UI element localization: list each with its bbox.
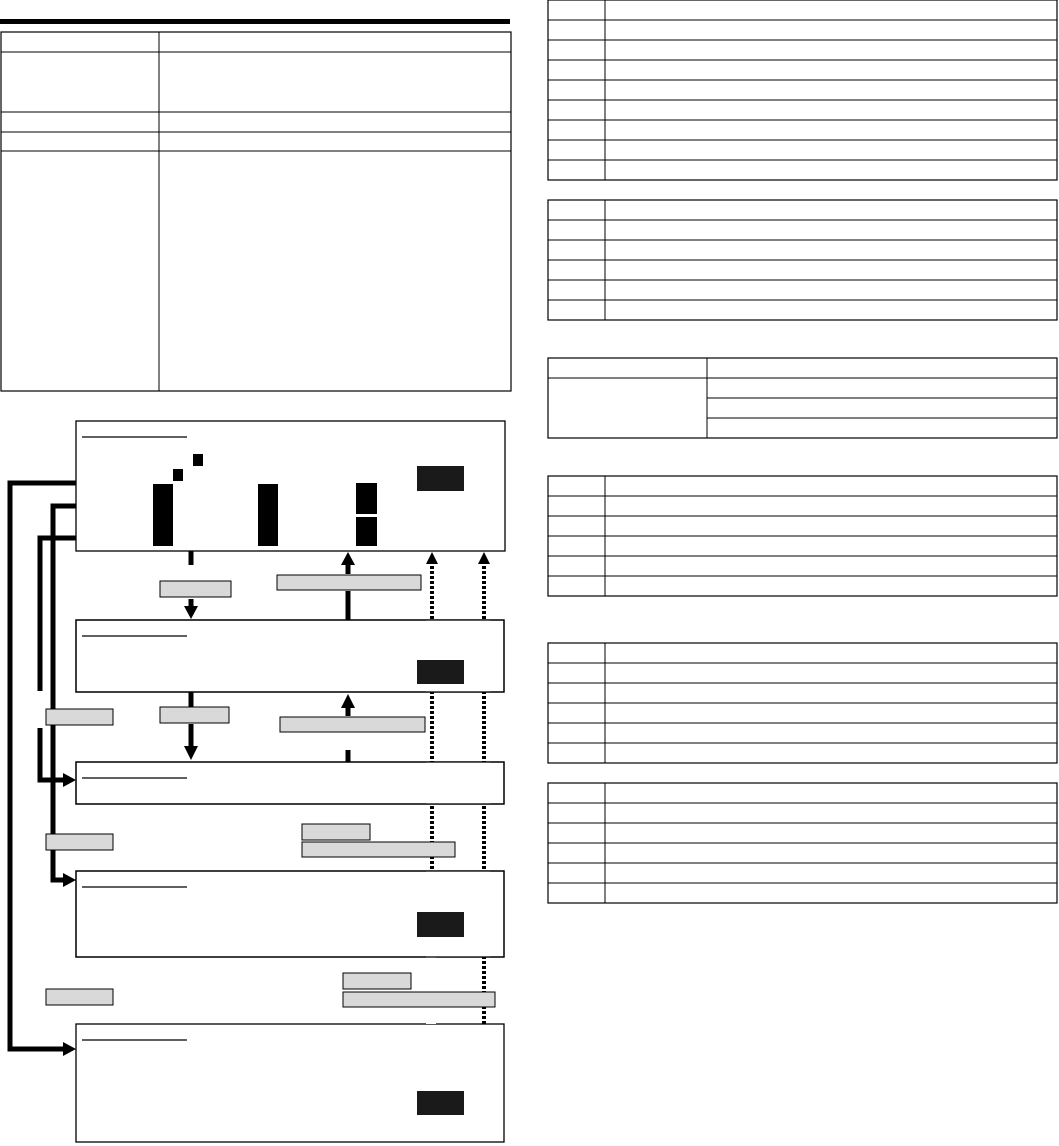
- flow-label: [46, 834, 113, 850]
- connector-line: [53, 506, 76, 880]
- flow-label: [343, 992, 495, 1007]
- spec-table-border: [1, 32, 511, 391]
- level-bar: [153, 484, 173, 546]
- arrow-up-head: [341, 552, 355, 565]
- arrow-up-head: [426, 552, 438, 564]
- screen-box-5: [76, 1024, 504, 1142]
- level-bar: [173, 469, 183, 481]
- flow-label: [302, 842, 455, 857]
- spec-table: [1, 32, 511, 391]
- arrow-up-head: [478, 552, 490, 564]
- arrow-right-head: [63, 773, 76, 787]
- flow-label: [343, 973, 411, 989]
- spec-table-right: [548, 200, 1057, 320]
- flow-label: [46, 709, 113, 725]
- spec-table-right: [548, 0, 1057, 180]
- level-bar: [356, 483, 377, 514]
- spec-table-right: [548, 783, 1057, 903]
- spec-table-right: [548, 476, 1057, 596]
- header-rule: [0, 19, 510, 24]
- level-bar: [193, 454, 203, 466]
- arrow-right-head: [63, 1042, 76, 1056]
- flow-label: [277, 575, 421, 590]
- connector-line: [10, 483, 76, 1049]
- level-bar: [258, 484, 278, 546]
- spec-table-right: [548, 358, 1057, 438]
- arrow-down-head: [184, 606, 198, 619]
- screen-button[interactable]: [417, 466, 464, 491]
- arrow-right-head: [63, 873, 76, 887]
- flow-label: [160, 581, 231, 597]
- arrow-up-head: [341, 694, 355, 708]
- flow-label: [302, 824, 370, 840]
- flow-label: [46, 989, 113, 1005]
- screen-button[interactable]: [417, 1091, 464, 1115]
- spec-table-right: [548, 643, 1057, 763]
- flow-label: [160, 707, 229, 723]
- level-bar: [356, 517, 377, 546]
- table-border: [548, 0, 1057, 180]
- arrow-down-head: [184, 746, 198, 760]
- flow-label: [280, 717, 425, 732]
- connector-line: [40, 538, 76, 691]
- right-tables: [548, 0, 1057, 903]
- screen-box-1: [76, 421, 505, 551]
